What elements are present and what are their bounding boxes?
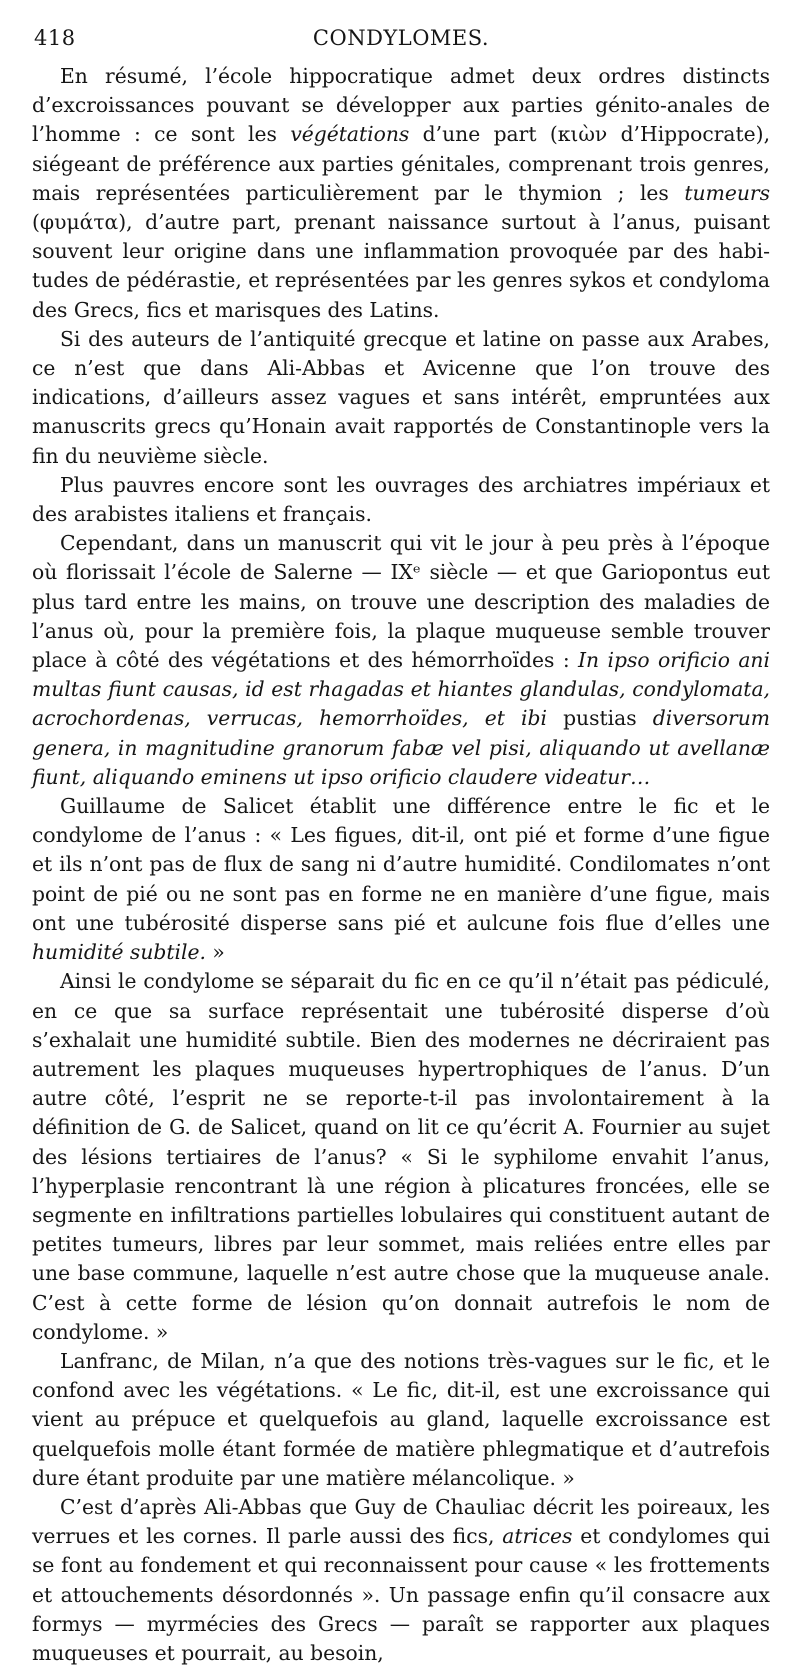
italic-text: In ipso orificio ani multas fiunt causas, id est rhagadas et hiantes glandulas, condylomata, acrochordenas, verrucas, hemorrhoïdes, et ibi: [32, 648, 770, 731]
page-number: 418: [34, 26, 76, 50]
paragraph: [32, 529, 770, 792]
text-run: »: [205, 940, 225, 965]
text-run: Si des auteurs de l’antiquité grecque et latine on passe aux Arabes, ce n’est que dans Ali-Abbas et Avicenne que l’on trouve des indications, d’ailleurs assez vagues et sans intérêt, empruntées aux manuscrits grecs qu’Honain avait rapportés de Constantinople vers la fin du neuvième siècle.: [32, 326, 770, 468]
italic-text: tumeurs: [684, 180, 770, 205]
text-run: et condylomes qui se font au fondement et qui reconnaissent pour cause « les frottements et attouchements désordonnés ». Un passage enfin qu’il consacre aux formys — myrmécies des Grecs — paraît se rapporter aux plaques muqueuses et pourrait, au besoin,: [32, 1524, 770, 1665]
italic-text: atrices: [502, 1524, 573, 1549]
paragraph: [32, 471, 770, 529]
text-run: (φυμάτα), d’autre part, prenant naissance surtout à l’anus, puisant souvent leur origine dans une inflammation provoquée par des habitudes de pédérastie, et représentées par les genres sykos et condyloma des Grecs, fics et marisques des Latins.: [32, 210, 770, 322]
text-run: C’est d’après Ali-Abbas que Guy de Chauliac décrit les poireaux, les verrues et les cornes. Il parle aussi des fics,: [32, 1494, 770, 1549]
paragraph: [32, 325, 770, 471]
text-run: Cependant, dans un manuscrit qui vit le jour à peu près à l’époque où florissait l’école de Salerne — IXᵉ siècle — et que Gariopontus eut plus tard entre les mains, on trouve une description des maladies de l’anus où, pour la première fois, la plaque muqueuse semble trouver place à côté des végétations et des hémorrhoïdes :: [32, 531, 770, 673]
italic-text: diversorum genera, in magnitudine granorum fabæ vel pisi, aliquando ut avellanæ fiunt, aliquando eminens ut ipso orificio claudere videatur…: [32, 706, 770, 789]
text-run: Ainsi le condylome se séparait du fic en ce qu’il n’était pas pédiculé, en ce que sa surface représentait une tubérosité disperse d’où s’exhalait une humidité subtile. Bien des modernes ne décriraient pas autrement les plaques muqueuses hypertrophiques de l’anus. D’un autre côté, l’esprit ne se reporte-t-il pas involontairement à la définition de G. de Salicet, quand on lit ce qu’écrit A. Fournier au sujet des lésions tertiaires de l’anus? « Si le syphilome envahit l’anus, l’hyperplasie rencontrant là une région à plicatures froncées, elle se segmente en infiltrations partielles lobulaires qui constituent autant de petites tumeurs, libres par leur sommet, mais reliées entre elles par une base commune, laquelle n’est autre chose que la muqueuse anale. C’est à cette forme de lésion qu’on donnait autrefois le nom de condylome. »: [32, 969, 770, 1344]
text-run: d’une part (κιὼν d’Hippocrate), siégeant de préférence aux parties génitales, comprenant trois genres, mais représentées particulièrement par le thymion ; les: [32, 122, 771, 205]
paragraph: [32, 1347, 770, 1493]
italic-text: humidité subtile.: [32, 940, 206, 965]
text-run: Guillaume de Salicet établit une différence entre le fic et le condylome de l’anus : « Les figues, dit-il, ont pié et forme d’une figue et ils n’ont pas de flux de sang ni d’autre humidité. Condilomates n’ont point de pié ou ne sont pas en forme ne en manière d’une figue, mais ont une tubérosité disperse sans pié et aulcune fois flue d’elles une: [32, 794, 770, 935]
body-text: [32, 62, 770, 1668]
text-run: pustias: [546, 706, 653, 731]
text-run: En résumé, l’école hippocratique admet deux ordres distincts d’excroissances pouvant se développer aux parties génito-anales de l’homme : ce sont les: [32, 64, 770, 147]
paragraph: [32, 1493, 770, 1668]
running-title: CONDYLOMES.: [312, 26, 490, 50]
page-header: [32, 22, 770, 62]
paragraph: [32, 792, 770, 967]
paragraph: [32, 967, 770, 1347]
italic-text: végétations: [290, 122, 410, 147]
text-run: Plus pauvres encore sont les ouvrages des archiatres impériaux et des arabistes italiens et français.: [32, 472, 770, 527]
paragraph: [32, 62, 770, 325]
text-run: Lanfranc, de Milan, n’a que des notions très-vagues sur le fic, et le confond avec les végétations. « Le fic, dit-il, est une excroissance qui vient au prépuce et quelquefois au gland, laquelle excroissance est quelquefois molle étant formée de matière phlegmatique et d’autrefois dure étant produite par une matière mélancolique. »: [32, 1348, 770, 1490]
